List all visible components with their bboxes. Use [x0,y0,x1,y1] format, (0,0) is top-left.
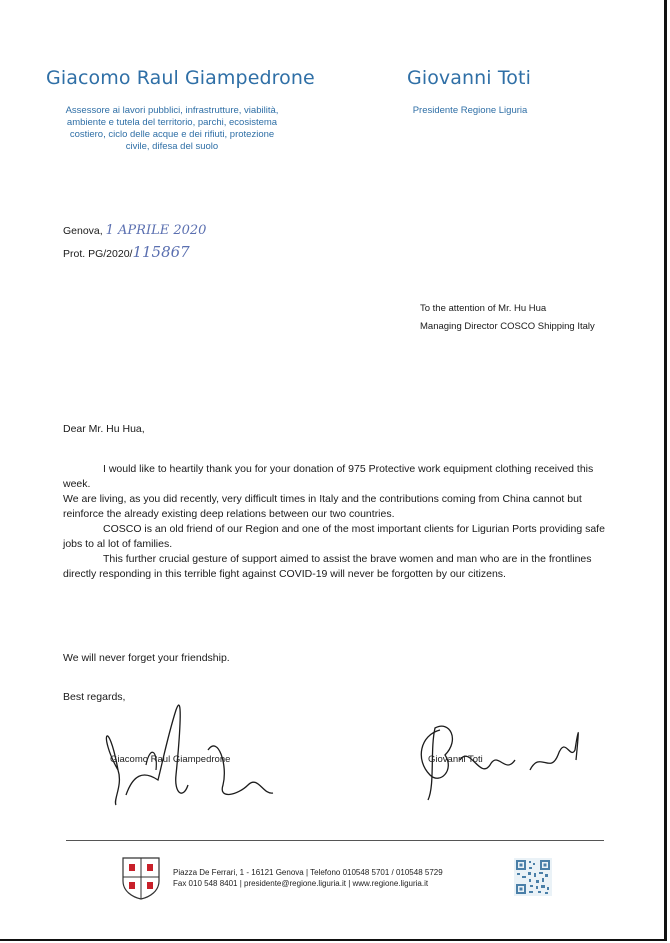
body-paragraph: This further crucial gesture of support aimed to assist the brave women and man who are in the frontlines directly responding in this terrible fight against COVID-19 will never be forgotten by our citizens. [63,553,592,580]
header-right-name: Giovanni Toti [407,67,531,89]
left-signature-scribble [88,675,288,815]
header-left-role-line: ambiente e tutela del territorio, parchi, ecosistema [66,117,278,128]
footer-contact [173,867,443,889]
qr-code-icon [514,858,552,896]
header-left-role-line: costiero, ciclo delle acque e dei rifiuti, protezione [69,129,275,140]
letter-body [63,462,623,582]
body-paragraph: I would like to heartily thank you for your donation of 975 Protective work equipment clothing received this week. [63,463,594,490]
place-label: Genova, [63,225,103,237]
footer-divider [66,840,604,841]
body-paragraph: We are living, as you did recently, very difficult times in Italy and the contributions coming from China cannot but reinforce the already existing deep relations between our two countries. [63,493,582,520]
footer-contact-line: Fax 010 548 8401 | presidente@regione.liguria.it | www.regione.liguria.it [173,879,429,888]
addressee-line: Managing Director COSCO Shipping Italy [420,321,595,332]
footer-address-line: Piazza De Ferrari, 1 - 16121 Genova | Telefono 010548 5701 / 010548 5729 [173,868,443,877]
protocol-label: Prot. PG/2020/ [63,248,133,260]
header-left-role [36,105,308,153]
handwritten-date: 1 APRILE 2020 [105,223,207,238]
protocol-line [63,243,190,263]
handwritten-protocol-number: 115867 [132,243,190,261]
header-left-role-line: civile, difesa del suolo [125,141,219,152]
addressee-block [420,300,595,336]
date-line [63,222,206,240]
left-signature-name: Giacomo Raul Giampedrone [110,754,231,765]
header-left-name: Giacomo Raul Giampedrone [46,67,315,89]
addressee-line: To the attention of Mr. Hu Hua [420,303,547,314]
regione-liguria-crest-icon [120,855,162,901]
salutation: Dear Mr. Hu Hua, [63,423,145,435]
regards: Best regards, [63,691,126,703]
right-signature-name: Giovanni Toti [428,754,483,765]
header-left-role-line: Assessore ai lavori pubblici, infrastrutture, viabilità, [65,105,279,116]
header-right-role: Presidente Regione Liguria [412,105,528,116]
closing-line: We will never forget your friendship. [63,652,230,664]
body-paragraph: COSCO is an old friend of our Region and one of the most important clients for Ligurian Ports providing safe jobs to al lot of families. [63,523,605,550]
